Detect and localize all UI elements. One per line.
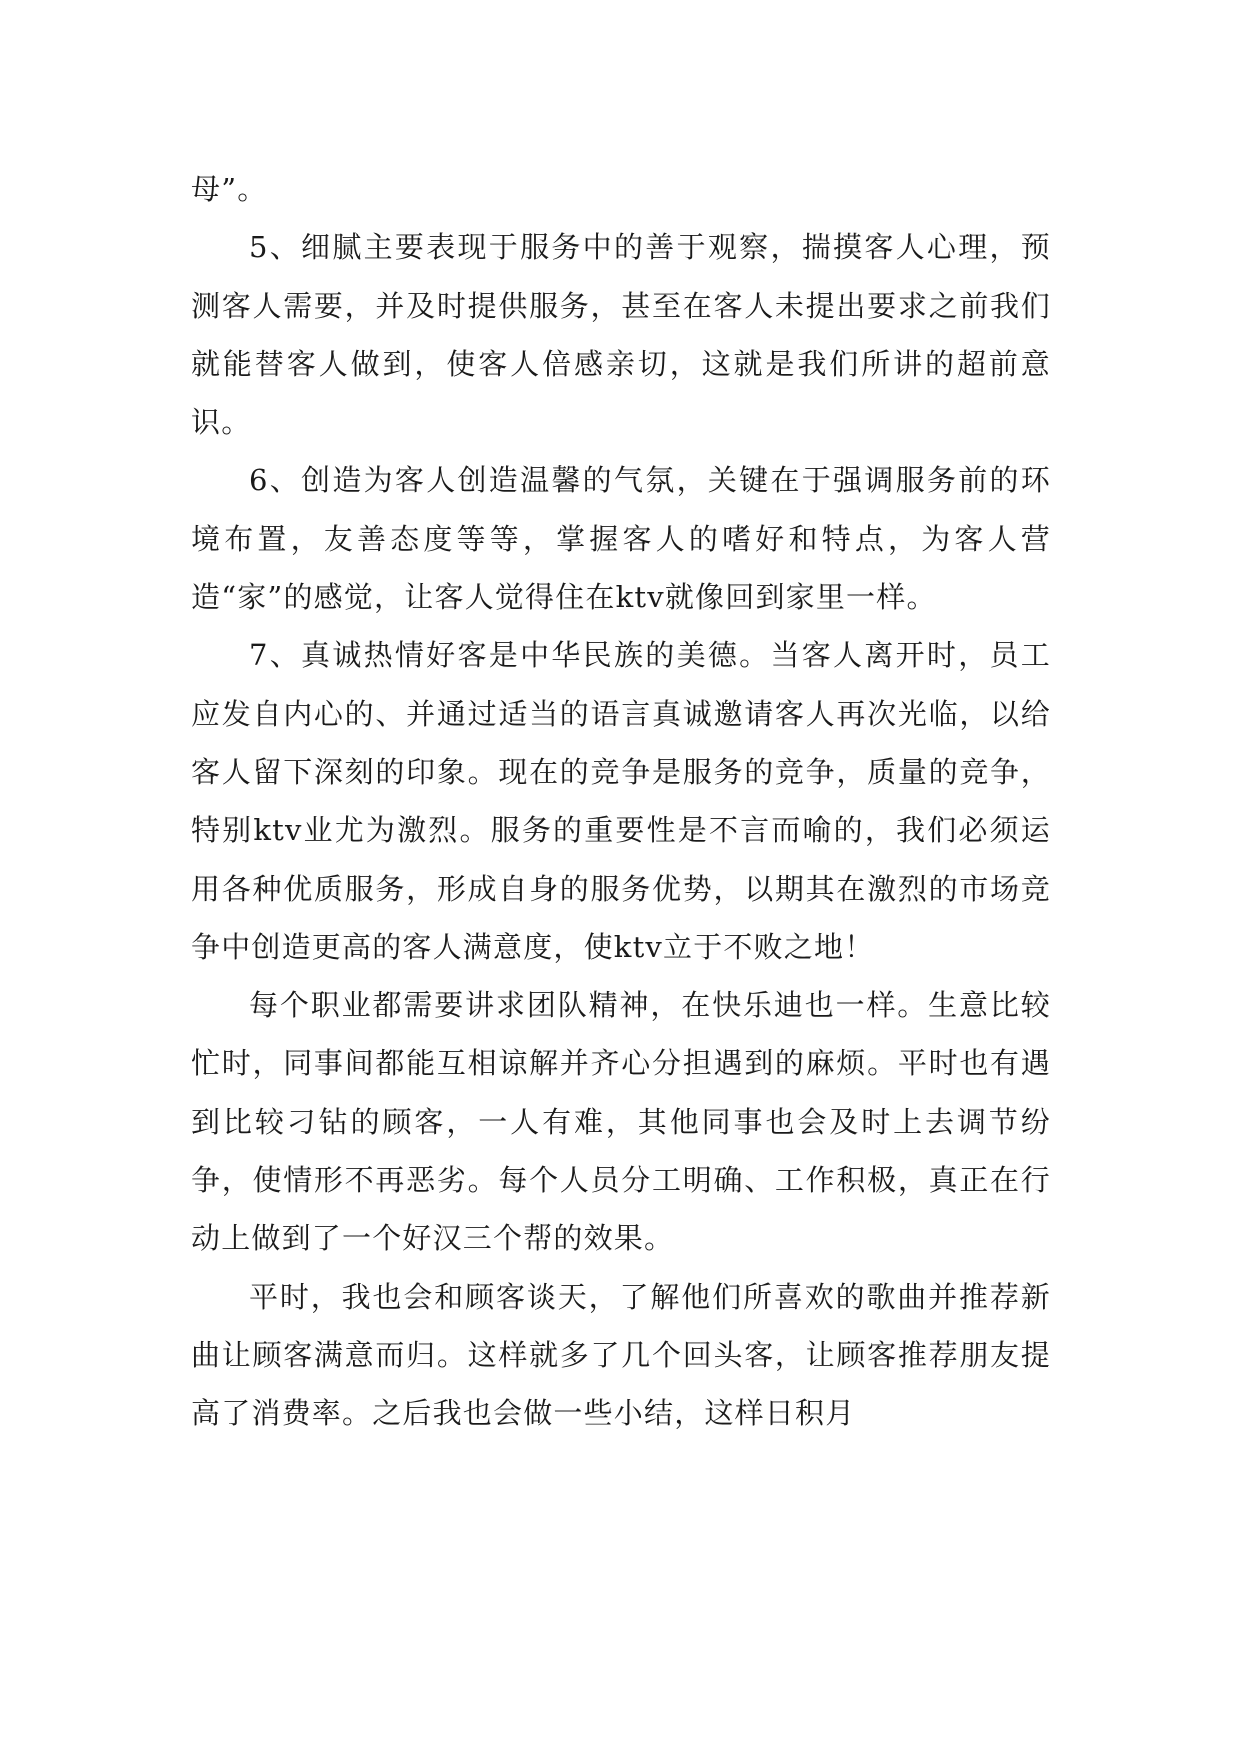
paragraph: 5、细腻主要表现于服务中的善于观察，揣摸客人心理，预测客人需要，并及时提供服务，甚至在客人未提出要求之前我们就能替客人做到，使客人倍感亲切，这就是我们所讲的超前意识。 xyxy=(191,230,1051,440)
paragraph: 6、创造为客人创造温馨的气氛，关键在于强调服务前的环境布置，友善态度等等，掌握客人的嗜好和特点，为客人营造“家”的感觉，让客人觉得住在ktv就像回到家里一样。 xyxy=(191,463,1051,615)
paragraph: 7、真诚热情好客是中华民族的美德。当客人离开时，员工应发自内心的、并通过适当的语言真诚邀请客人再次光临，以给客人留下深刻的印象。现在的竞争是服务的竞争，质量的竞争，特别ktv业尤为激烈。服务的重要性是不言而喻的，我们必须运用各种优质服务，形成自身的服务优势，以期其在激烈的市场竞争中创造更高的客人满意度，使ktv立于不败之地！ xyxy=(191,638,1051,964)
paragraph: 平时，我也会和顾客谈天，了解他们所喜欢的歌曲并推荐新曲让顾客满意而归。这样就多了几个回头客，让顾客推荐朋友提高了消费率。之后我也会做一些小结，这样日积月 xyxy=(191,1279,1051,1431)
document-page xyxy=(191,160,1051,1443)
paragraph: 每个职业都需要讲求团队精神，在快乐迪也一样。生意比较忙时，同事间都能互相谅解并齐心分担遇到的麻烦。平时也有遇到比较刁钻的顾客，一人有难，其他同事也会及时上去调节纷争，使情形不再恶劣。每个人员分工明确、工作积极，真正在行动上做到了一个好汉三个帮的效果。 xyxy=(191,988,1051,1256)
paragraph: 母”。 xyxy=(191,172,268,206)
